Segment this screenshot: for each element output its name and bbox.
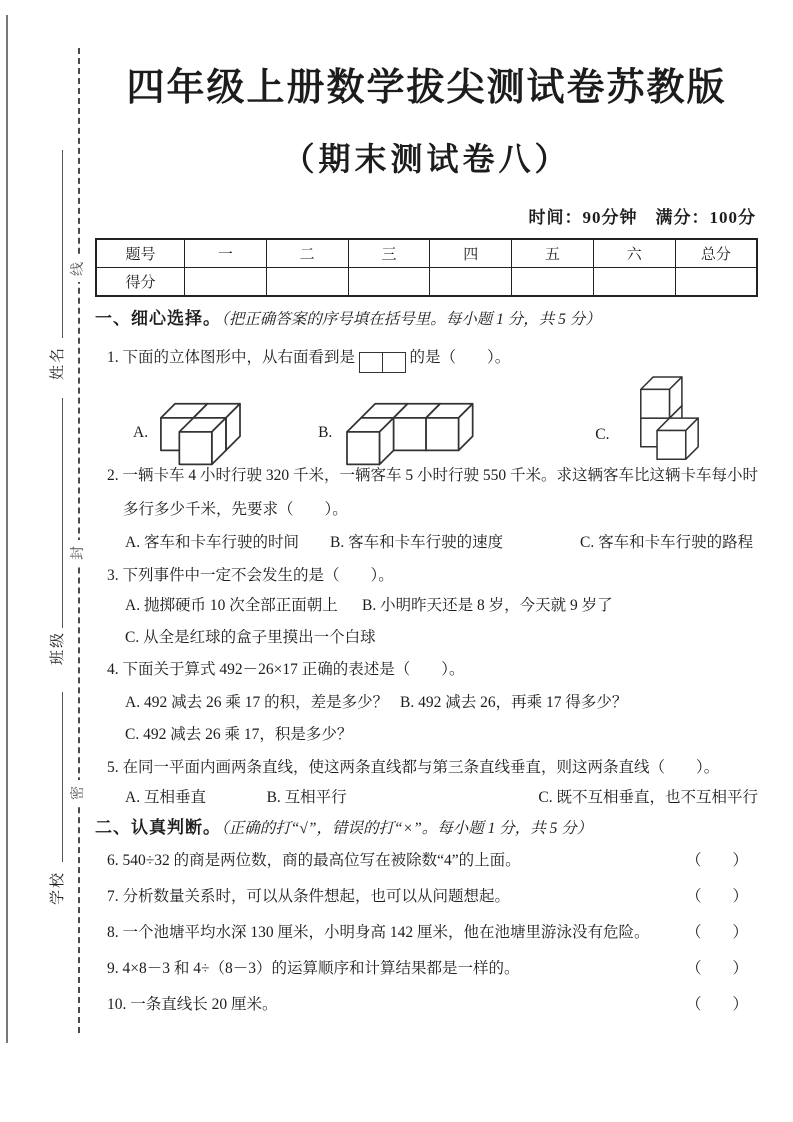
q4-option-c: C. 492 减去 26 乘 17，积是多少？	[125, 726, 353, 743]
seal-char-mi: 密	[68, 780, 90, 806]
q2-option-a: A. 客车和卡车行驶的时间	[125, 534, 299, 551]
question-1-figures	[95, 376, 758, 464]
score-header-cell: 五	[512, 239, 594, 268]
school-blank-line	[62, 692, 63, 862]
score-cell-empty[interactable]	[185, 268, 267, 297]
question-9-text: 9. 4×8－3 和 4÷（8－3）的运算顺序和计算结果都是一样的。	[107, 960, 520, 977]
question-3-option-c	[95, 626, 758, 650]
question-10-text: 10. 一条直线长 20 厘米。	[107, 996, 278, 1013]
option-a-letter: A.	[133, 424, 149, 441]
question-1-text: 1. 下面的立体图形中，从右面看到是	[107, 349, 356, 366]
score-cell-empty[interactable]	[593, 268, 675, 297]
seal-char-xian: 线	[68, 256, 90, 282]
cube-figure-c	[614, 376, 702, 464]
question-5: 5. 在同一平面内画两条直线，使这两条直线都与第三条直线垂直，则这两条直线（ ）。	[107, 759, 720, 776]
question-5-options	[95, 786, 758, 810]
question-3-options-ab	[95, 594, 758, 618]
score-cell-empty[interactable]	[430, 268, 512, 297]
score-table-header-row	[96, 239, 757, 268]
question-3: 3. 下列事件中一定不会发生的是（ ）。	[107, 567, 394, 584]
score-header-cell: 二	[266, 239, 348, 268]
question-9-answer-bracket[interactable]: （ ）	[685, 960, 748, 977]
score-cell-empty[interactable]	[266, 268, 348, 297]
section1-note: （把正确答案的序号填在括号里。每小题 1 分，共 5 分）	[221, 311, 601, 328]
question-4-option-c	[95, 723, 758, 747]
time-score-info: 时间：90分钟 满分：100分	[528, 208, 756, 227]
option-c-figure	[595, 376, 701, 464]
q2-option-c: C. 客车和卡车行驶的路程	[580, 534, 754, 551]
q5-option-c: C. 既不互相垂直，也不互相平行	[538, 789, 758, 806]
school-label: 学校	[50, 871, 66, 906]
q3-option-a: A. 抛掷硬币 10 次全部正面朝上	[125, 597, 338, 614]
score-header-cell: 一	[185, 239, 267, 268]
question-6-text: 6. 540÷32 的商是两位数，商的最高位写在被除数“4”的上面。	[107, 852, 521, 869]
class-label: 班级	[50, 631, 66, 666]
two-square-grid-figure	[359, 350, 406, 374]
question-7	[95, 885, 758, 909]
score-header-cell: 总分	[675, 239, 757, 268]
question-8-answer-bracket[interactable]: （ ）	[685, 924, 748, 941]
score-header-cell: 三	[348, 239, 430, 268]
seal-char-feng: 封	[68, 540, 90, 566]
option-c-letter: C.	[595, 426, 610, 443]
score-row-label: 得分	[96, 268, 185, 297]
page-edge-line	[6, 15, 8, 1043]
name-label: 姓名	[50, 346, 66, 381]
question-2-continuation: 多行多少千米，先要求（ ）。	[123, 501, 348, 518]
option-b-letter: B.	[318, 424, 333, 441]
question-9	[95, 957, 758, 981]
option-a-figure	[133, 394, 250, 472]
page-subtitle: （期末测试卷八）	[282, 141, 571, 177]
cube-figure-a	[152, 394, 250, 472]
question-10	[95, 993, 758, 1017]
class-blank-line	[62, 398, 63, 628]
question-10-answer-bracket[interactable]: （ ）	[685, 996, 748, 1013]
score-header-cell: 题号	[96, 239, 185, 268]
score-table-score-row	[96, 268, 757, 297]
section1-title: 一、细心选择。	[95, 309, 221, 328]
page-title: 四年级上册数学拔尖测试卷苏教版	[126, 67, 727, 109]
q4-option-a: A. 492 减去 26 乘 17 的积，差是多少？	[125, 694, 389, 711]
section2-note: （正确的打“√”，错误的打“×”。每小题 1 分，共 5 分）	[221, 820, 593, 837]
question-8	[95, 921, 758, 945]
question-7-text: 7. 分析数量关系时，可以从条件想起，也可以从问题想起。	[107, 888, 511, 905]
q3-option-c: C. 从全是红球的盒子里摸出一个白球	[125, 629, 376, 646]
score-header-cell: 六	[593, 239, 675, 268]
name-blank-line	[62, 150, 63, 338]
question-1	[95, 346, 758, 374]
question-7-answer-bracket[interactable]: （ ）	[685, 888, 748, 905]
option-b-figure	[318, 394, 475, 472]
q4-option-b: B. 492 减去 26，再乘 17 得多少？	[400, 694, 628, 711]
q3-option-b: B. 小明昨天还是 8 岁，今天就 9 岁了	[362, 597, 613, 614]
score-header-cell: 四	[430, 239, 512, 268]
question-2-options	[95, 531, 758, 555]
paper-content	[95, 0, 758, 1017]
score-cell-empty[interactable]	[348, 268, 430, 297]
section1-heading	[95, 307, 758, 332]
section2-heading	[95, 816, 758, 841]
question-6	[95, 849, 758, 873]
question-4-options-ab	[95, 691, 758, 715]
score-cell-empty[interactable]	[675, 268, 757, 297]
question-6-answer-bracket[interactable]: （ ）	[685, 852, 748, 869]
score-table	[95, 238, 758, 297]
cube-figure-b	[336, 394, 475, 472]
question-2: 2. 一辆卡车 4 小时行驶 320 千米，一辆客车 5 小时行驶 550 千米。求这辆客车比这辆卡车每小时	[107, 467, 759, 484]
question-4: 4. 下面关于算式 492－26×17 正确的表述是（ ）。	[107, 661, 465, 678]
section2-title: 二、认真判断。	[95, 818, 221, 837]
q5-option-a: A. 互相垂直	[125, 789, 206, 806]
question-1-text-after: 的是（ ）。	[409, 349, 511, 366]
score-cell-empty[interactable]	[512, 268, 594, 297]
question-8-text: 8. 一个池塘平均水深 130 厘米，小明身高 142 厘米，他在池塘里游泳没有危险。	[107, 924, 650, 941]
q5-option-b: B. 互相平行	[266, 789, 347, 806]
q2-option-b: B. 客车和卡车行驶的速度	[330, 534, 504, 551]
